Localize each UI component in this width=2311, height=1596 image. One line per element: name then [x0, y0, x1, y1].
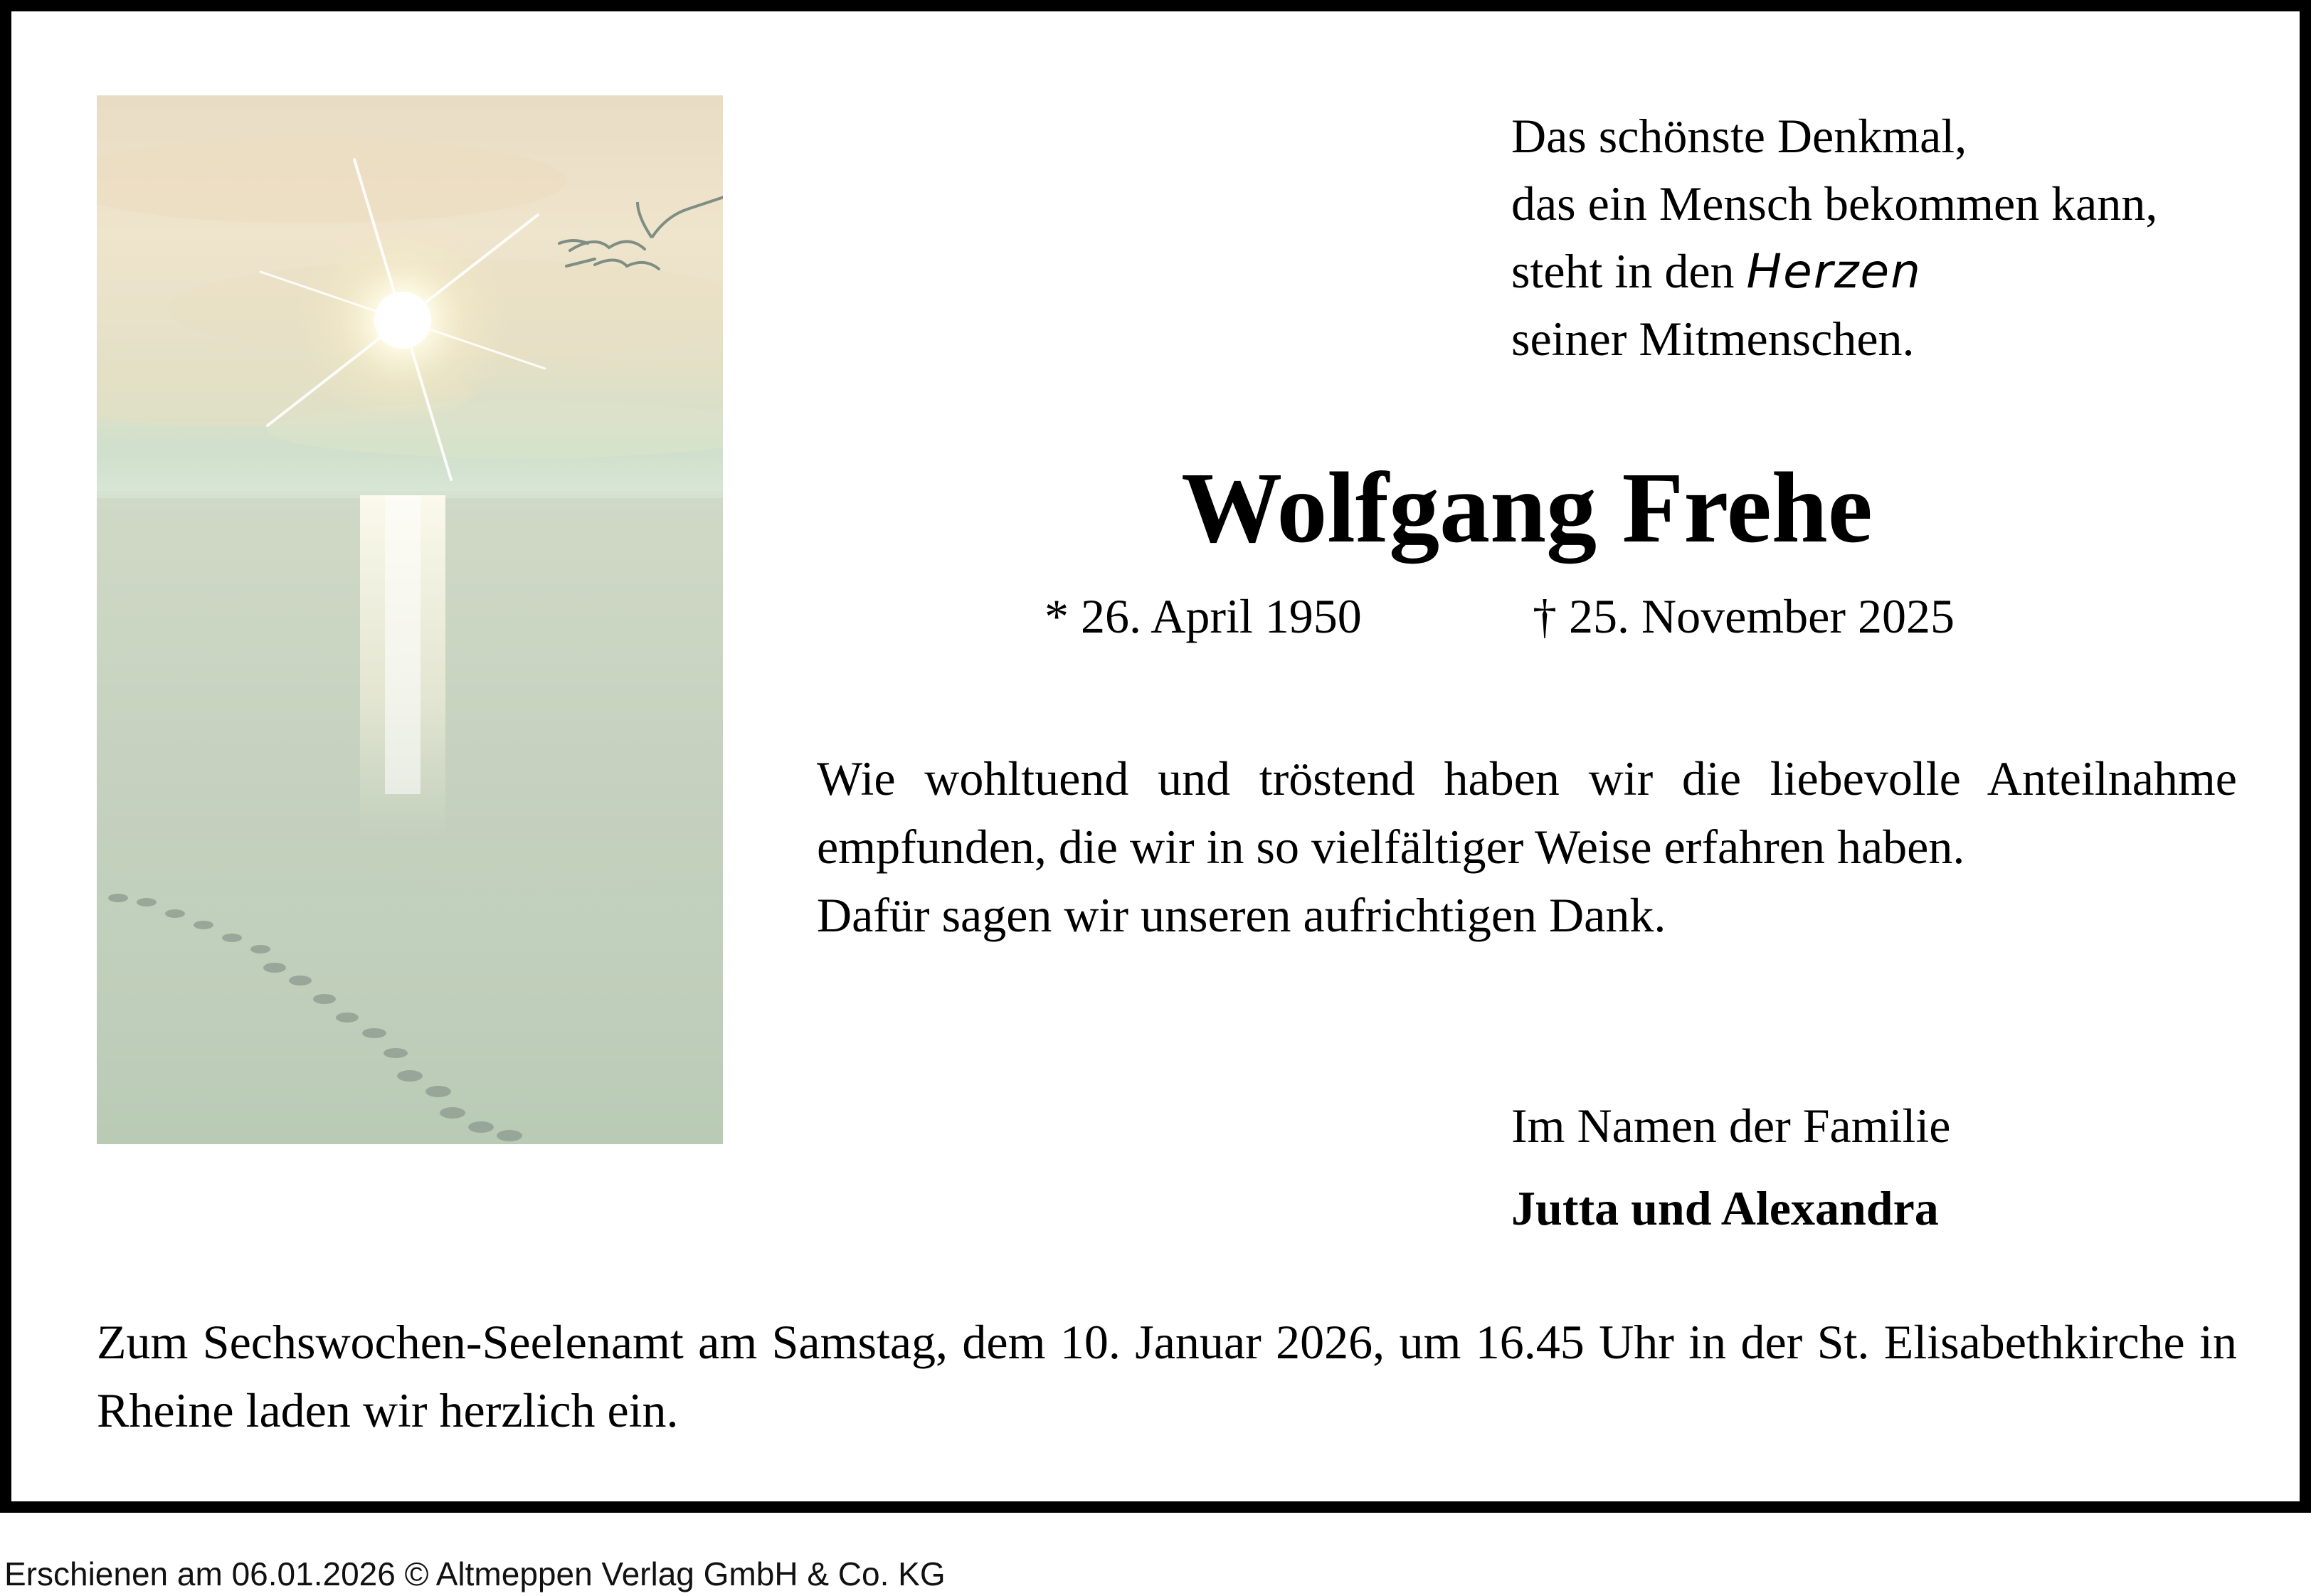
motto-line-4: seiner Mitmenschen.: [1511, 312, 1915, 366]
motto-line-3-prefix: steht in den: [1511, 244, 1747, 298]
death-date: † 25. November 2025: [1533, 589, 1955, 643]
family-intro: Im Namen der Familie: [1511, 1099, 1951, 1153]
motto-line-2: das ein Mensch bekommen kann,: [1511, 176, 2158, 231]
family-names: Jutta und Alexandra: [1511, 1181, 1939, 1235]
deceased-name: Wolfgang Frehe: [1181, 451, 1873, 564]
thanks-text: [817, 744, 2237, 949]
birth-date: * 26. April 1950: [1045, 589, 1362, 643]
motto-line-1: Das schönste Denkmal,: [1511, 109, 1967, 163]
motto-script-word: Herzen: [1746, 244, 1922, 299]
thanks-closing: Dafür sagen wir unseren aufrichtigen Dank.: [817, 888, 1666, 942]
thanks-paragraph: Wie wohltuend und tröstend haben wir die liebevolle Anteilnahme empfunden, die wir in so vielfältiger Weise erfahren haben.: [817, 751, 2237, 874]
sunset-sea-image: [97, 95, 723, 1144]
motto-quote: [1511, 102, 2157, 373]
motto-line-3: [1511, 238, 2157, 305]
memorial-mass-invitation: Zum Sechswochen-Seelenamt am Samstag, dem 10. Januar 2026, um 16.45 Uhr in der St. Elisabethkirche in Rheine laden wir herzlich ein.: [97, 1315, 2237, 1437]
publication-footer: Erschienen am 06.01.2026 © Altmeppen Verlag GmbH & Co. KG: [4, 1555, 946, 1592]
